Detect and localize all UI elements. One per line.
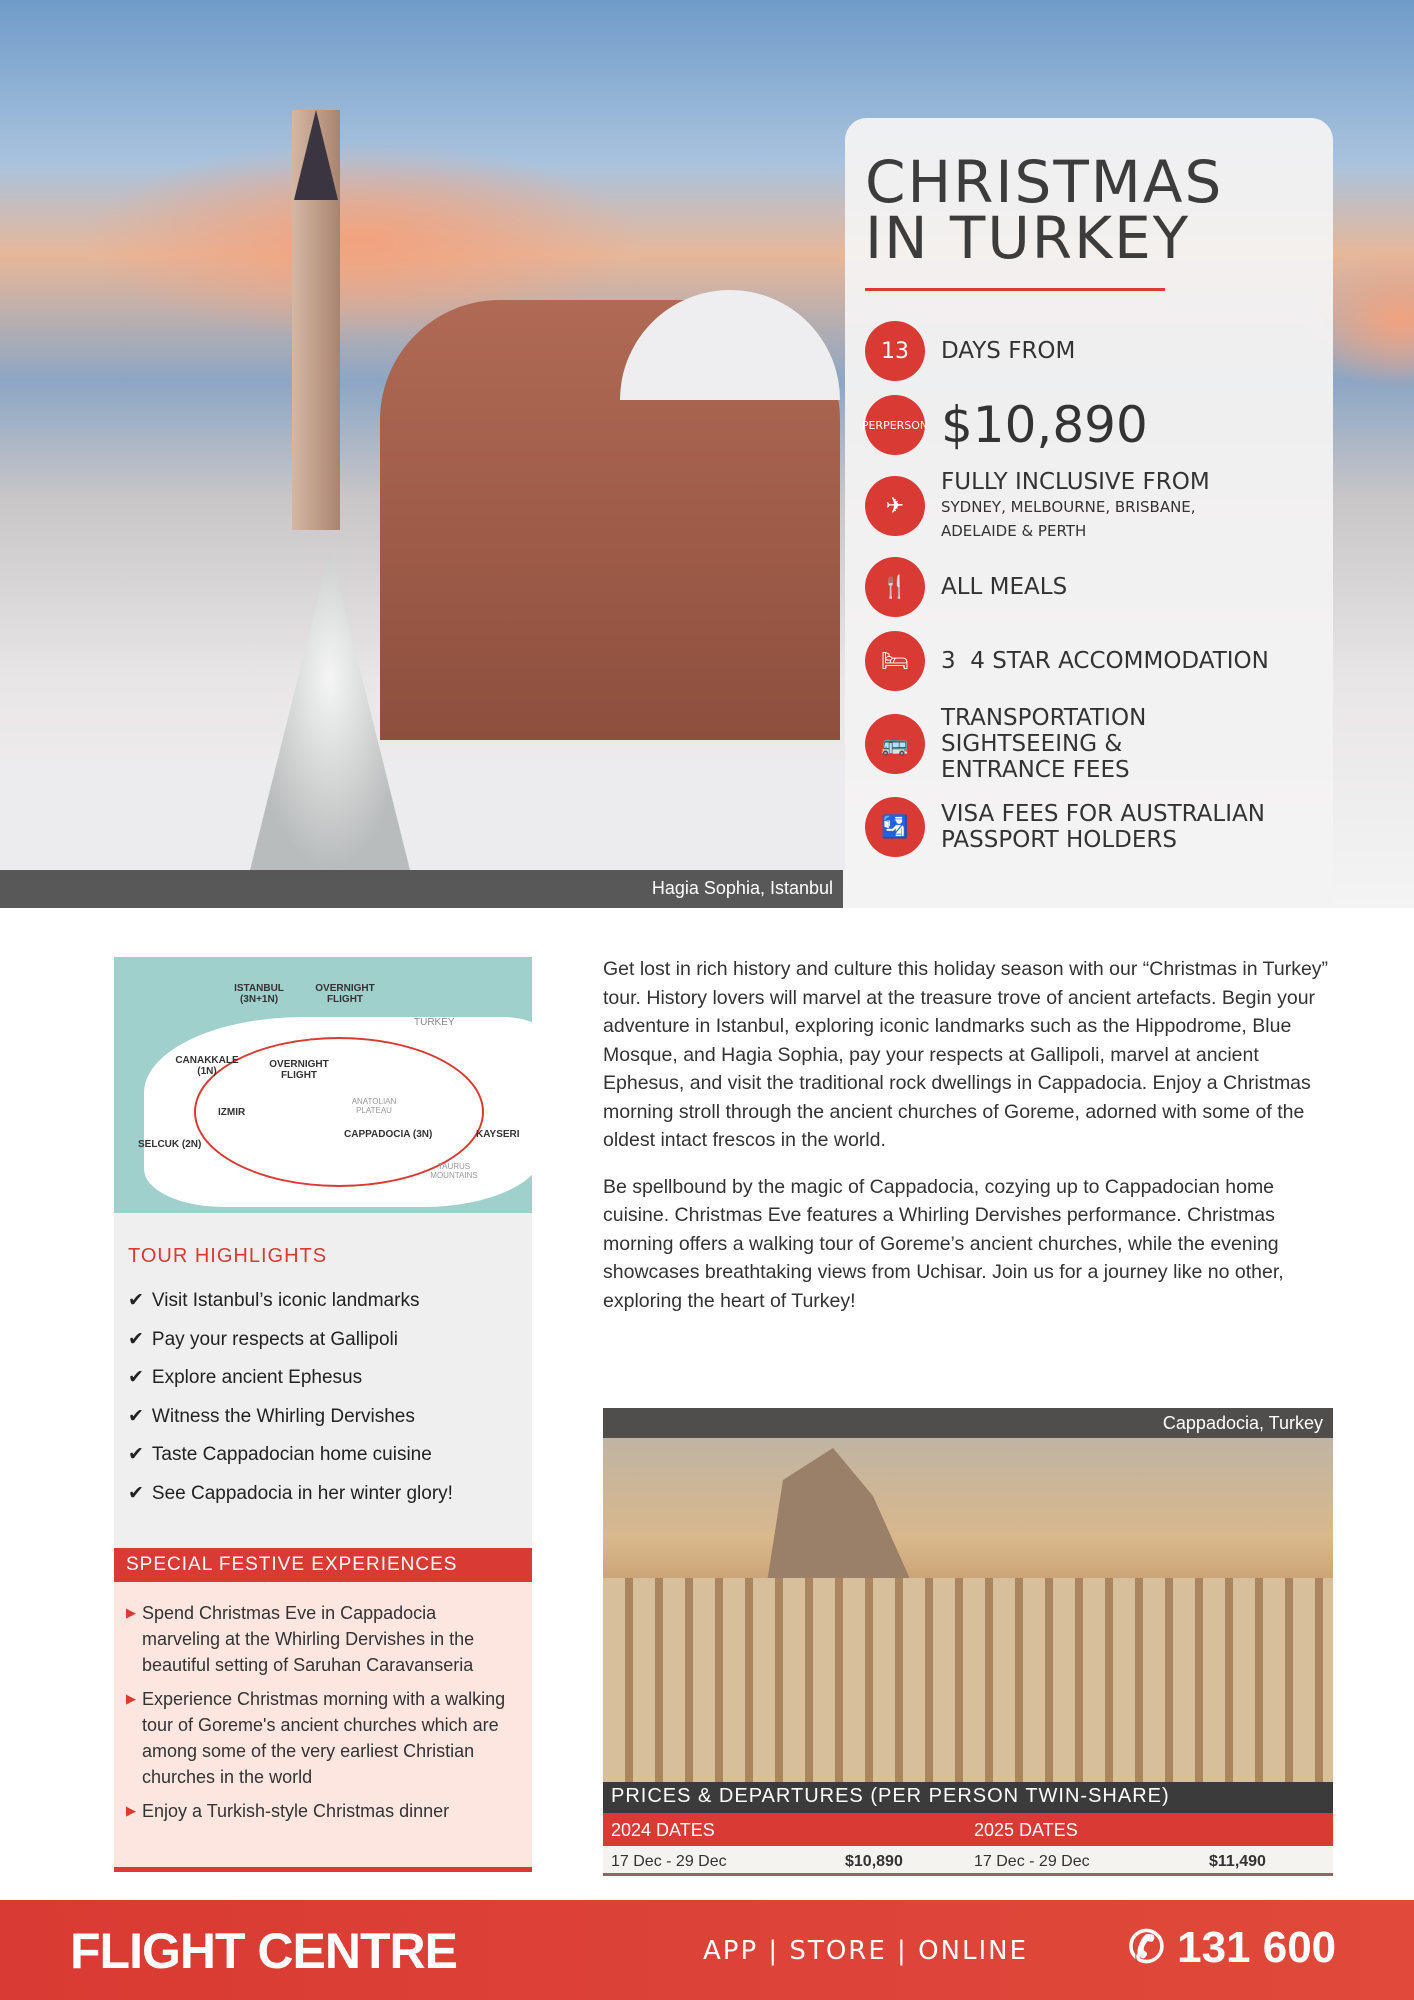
feature-transport	[865, 705, 1311, 783]
map-label: TURKEY	[414, 1017, 455, 1028]
map-label: KAYSERI	[476, 1129, 520, 1140]
per-person-badge	[861, 395, 929, 455]
transport-label: TRANSPORTATION	[941, 705, 1147, 731]
title-line: CHRISTMAS	[865, 148, 1224, 216]
highlight-item	[128, 1321, 518, 1360]
prices-title: PRICES & DEPARTURES (PER PERSON TWIN-SHARE)	[603, 1782, 1333, 1813]
airplane-icon: ✈	[865, 476, 925, 536]
highlight-item	[128, 1359, 518, 1398]
transport-label: SIGHTSEEING &	[941, 731, 1123, 757]
map-label: TAURUS MOUNTAINS	[430, 1162, 478, 1180]
dates-2025: 17 Dec - 29 Dec	[974, 1853, 1090, 1870]
visa-label: VISA FEES FOR AUSTRALIAN	[941, 801, 1265, 827]
map-label: SELCUK (2N)	[138, 1139, 202, 1150]
cutlery-icon: 🍴	[865, 557, 925, 617]
check-icon: ✔	[128, 1482, 144, 1504]
col-2024: 2024 DATES	[611, 1820, 715, 1840]
description-paragraph: Get lost in rich history and culture this holiday season with our “Christmas in Turkey” tour. History lovers will marvel at the treasure trove of ancient artefacts. Begin your adventure in Istanbul, exploring iconic landmarks such as the Hippodrome, Blue Mosque, and Hagia Sophia, pay your respects at Gallipoli, marvel at ancient Ephesus, and visit the traditional rock dwellings in Cappadocia. Enjoy a Christmas morning stroll through the ancient churches of Goreme, adorned with some of the oldest intact frescos in the world.	[603, 958, 1329, 1151]
days-label: DAYS FROM	[941, 338, 1076, 364]
bed-icon: 🛏	[865, 631, 925, 691]
map-label: CANAKKALE (1N)	[175, 1055, 239, 1077]
map-label: ISTANBUL (3N+1N)	[234, 983, 284, 1005]
visa-label: PASSPORT HOLDERS	[941, 827, 1178, 853]
tour-description	[603, 955, 1333, 1333]
dates-2024: 17 Dec - 29 Dec	[611, 1853, 727, 1870]
col-2025: 2025 DATES	[974, 1820, 1078, 1840]
map-label: OVERNIGHT FLIGHT	[315, 983, 375, 1005]
map-label: IZMIR	[218, 1107, 246, 1118]
footer	[0, 1900, 1414, 2000]
minaret-spire	[294, 110, 338, 200]
tour-summary-card	[845, 118, 1333, 908]
inclusive-cities: ADELAIDE & PERTH	[941, 522, 1087, 540]
festive-item	[126, 1600, 518, 1678]
festive-text: Spend Christmas Eve in Cappadocia marveling at the Whirling Dervishes in the beautiful setting of Saruhan Caravanseria	[142, 1603, 475, 1675]
phone-number[interactable]	[1128, 1922, 1336, 1973]
badge-text: PER	[861, 418, 884, 432]
triangle-bullet-icon: ▶	[126, 1605, 136, 1620]
highlight-item	[128, 1475, 518, 1514]
festive-item	[126, 1798, 518, 1824]
feature-visa	[865, 797, 1311, 857]
hero-caption: Hagia Sophia, Istanbul	[0, 870, 843, 908]
highlight-text: Witness the Whirling Dervishes	[151, 1405, 415, 1427]
map-label: ANATOLIAN PLATEAU	[351, 1097, 397, 1115]
description-paragraph: Be spellbound by the magic of Cappadocia, cozying up to Cappadocian home cuisine. Christmas Eve features a Whirling Dervishes performance. Christmas morning offers a walking tour of Goreme’s ancient churches, while the evening showcases breathtaking views from Uchisar. Join us for a journey like no other, exploring the heart of Turkey!	[603, 1175, 1284, 1312]
highlight-text: Visit Istanbul’s iconic landmarks	[151, 1290, 420, 1311]
contact-channels[interactable]: APP | STORE | ONLINE	[703, 1936, 1029, 1966]
map-label: CAPPADOCIA (3N)	[344, 1129, 433, 1140]
tour-highlights	[114, 1213, 532, 1548]
highlight-item	[128, 1436, 518, 1475]
festive-text: Enjoy a Turkish-style Christmas dinner	[142, 1801, 450, 1821]
feature-days	[865, 321, 1311, 381]
check-icon: ✔	[128, 1405, 144, 1427]
check-icon: ✔	[128, 1328, 144, 1350]
highlight-item	[128, 1282, 518, 1321]
title-line: IN TURKEY	[865, 204, 1191, 272]
feature-meals	[865, 557, 1311, 617]
price: $10,890	[941, 396, 1148, 454]
check-icon: ✔	[128, 1367, 144, 1389]
inclusive-cities: SYDNEY, MELBOURNE, BRISBANE,	[941, 498, 1196, 516]
check-icon: ✔	[128, 1290, 144, 1311]
triangle-bullet-icon: ▶	[126, 1691, 136, 1706]
divider	[865, 288, 1165, 291]
page-title	[865, 148, 1311, 272]
table-row	[603, 1846, 1333, 1876]
inclusive-title: FULLY INCLUSIVE FROM	[941, 469, 1210, 495]
map-label: OVERNIGHT FLIGHT	[269, 1059, 329, 1081]
festive-text: Experience Christmas morning with a walking tour of Goreme's ancient churches which are among some of the very earliest Christian churches in the world	[142, 1689, 506, 1787]
feature-price	[861, 395, 1311, 455]
route-map	[114, 957, 532, 1213]
highlight-text: Pay your respects at Gallipoli	[151, 1328, 398, 1350]
highlights-title: TOUR HIGHLIGHTS	[128, 1245, 328, 1267]
days-badge: 13	[865, 321, 925, 381]
festive-experiences	[114, 1582, 532, 1872]
meals-label: ALL MEALS	[941, 574, 1068, 600]
festive-title: SPECIAL FESTIVE EXPERIENCES	[114, 1548, 532, 1582]
triangle-bullet-icon: ▶	[126, 1803, 136, 1818]
highlight-text: Taste Cappadocian home cuisine	[151, 1444, 432, 1466]
cappadocia-caption: Cappadocia, Turkey	[603, 1408, 1333, 1438]
cappadocia-image	[603, 1408, 1333, 1782]
flight-centre-logo[interactable]: FLIGHT CENTRE	[70, 1923, 457, 1979]
price-2025: $11,490	[1209, 1853, 1266, 1870]
price-2024: $10,890	[845, 1853, 903, 1870]
phone-text: 131 600	[1177, 1923, 1337, 1972]
town-houses	[603, 1578, 1333, 1782]
phone-icon: ✆	[1128, 1923, 1178, 1972]
highlight-item	[128, 1398, 518, 1437]
festive-item	[126, 1686, 518, 1790]
bus-icon: 🚌	[865, 714, 925, 774]
highlight-text: See Cappadocia in her winter glory!	[151, 1482, 453, 1504]
accommodation-label: 3 4 STAR ACCOMMODATION	[941, 648, 1269, 674]
transport-label: ENTRANCE FEES	[941, 757, 1130, 783]
snow-ground	[0, 760, 845, 870]
feature-accommodation	[865, 631, 1311, 691]
prices-header-row	[603, 1813, 1333, 1846]
highlight-text: Explore ancient Ephesus	[151, 1367, 363, 1389]
passport-icon: 🛂	[865, 797, 925, 857]
check-icon: ✔	[128, 1444, 144, 1466]
feature-inclusive	[865, 469, 1311, 543]
badge-text: PERSON	[883, 418, 929, 432]
